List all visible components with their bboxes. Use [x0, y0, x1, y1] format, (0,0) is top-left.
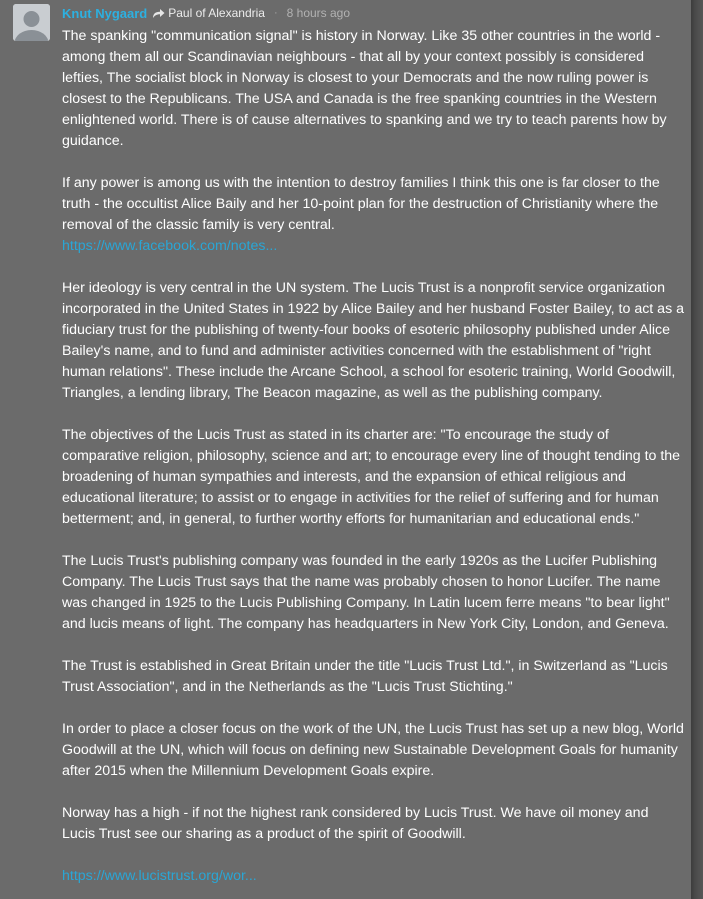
paragraph-text: The spanking "communication signal" is history in Norway. Like 35 other countries in the world - among them all our Scandinavian neighbours - that all by your context possibly is considered lefties, The socialist block in Norway is closest to your Democrats and the now ruling power is closest to the Republicans. The USA and Canada is the free spanking countries in the Western enlightened world. There is of cause alternatives to spanking and we try to teach parents how by guidance.: [62, 28, 667, 149]
comment-timestamp[interactable]: 8 hours ago: [286, 6, 351, 20]
paragraph-5: [62, 551, 684, 635]
paragraph-6: [62, 656, 684, 698]
author-name[interactable]: Knut Nygaard: [62, 5, 148, 21]
comment-body: [62, 26, 684, 887]
paragraph-text: Norway has a high - if not the highest rank considered by Lucis Trust. We have oil money and Lucis Trust see our sharing as a product of the spirit of Goodwill.: [62, 805, 649, 842]
paragraph-8: [62, 803, 684, 845]
panel-edge-shadow: [691, 0, 703, 899]
paragraph-2: [62, 173, 684, 257]
paragraph-text: The objectives of the Lucis Trust as stated in its charter are: "To encourage the study of comparative religion, philosophy, science and art; to encourage every line of thought tending to the broadening of human sympathies and interests, and the expansion of ethical religious and educational literature; to assist or to engage in activities for the relief of suffering and for human betterment; and, in general, to further worthy efforts for humanitarian and educational ends.": [62, 427, 681, 527]
paragraph-1: [62, 26, 684, 152]
paragraph-3: [62, 278, 684, 404]
lucistrust-link[interactable]: https://www.lucistrust.org/wor...: [62, 868, 257, 884]
paragraph-7: [62, 719, 684, 782]
avatar[interactable]: [13, 4, 50, 41]
meta-separator: ·: [273, 7, 278, 19]
paragraph-text: Her ideology is very central in the UN system. The Lucis Trust is a nonprofit service organization incorporated in the United States in 1922 by Alice Bailey and her husband Foster Bailey, to act as a fiduciary trust for the publishing of twenty-four books of esoteric philosophy published under Alice Bailey's name, and to fund and administer activities concerned with the establishment of "right human relations". These include the Arcane School, a school for esoteric training, World Goodwill, Triangles, a lending library, The Beacon magazine, as well as the publishing company.: [62, 280, 684, 401]
paragraph-text: In order to place a closer focus on the work of the UN, the Lucis Trust has set up a new blog, World Goodwill at the UN, which will focus on defining new Sustainable Development Goals for humanity after 2015 when the Millennium Development Goals expire.: [62, 721, 684, 779]
facebook-notes-link[interactable]: https://www.facebook.com/notes...: [62, 238, 278, 254]
paragraph-text: The Trust is established in Great Britain under the title "Lucis Trust Ltd.", in Switzerland as "Lucis Trust Association", and in the Netherlands as the "Lucis Trust Stichting.": [62, 658, 668, 695]
reply-arrow-icon: [152, 8, 165, 19]
comment-header: [62, 0, 684, 26]
default-user-avatar-icon: [13, 4, 50, 41]
paragraph-4: [62, 425, 684, 530]
paragraph-text: If any power is among us with the intention to destroy families I think this one is far closer to the truth - the occultist Alice Baily and her 10-point plan for the destruction of Christianity where the removal of the classic family is very central.: [62, 175, 660, 233]
reply-to-user[interactable]: Paul of Alexandria: [168, 6, 265, 20]
comment-content: [62, 0, 684, 899]
paragraph-text: The Lucis Trust's publishing company was founded in the early 1920s as the Lucifer Publishing Company. The Lucis Trust says that the name was probably chosen to honor Lucifer. The name was changed in 1925 to the Lucis Publishing Company. In Latin lucem ferre means "to bear light" and lucis means of light. The company has headquarters in New York City, London, and Geneva.: [62, 553, 670, 632]
paragraph-9: [62, 866, 684, 887]
